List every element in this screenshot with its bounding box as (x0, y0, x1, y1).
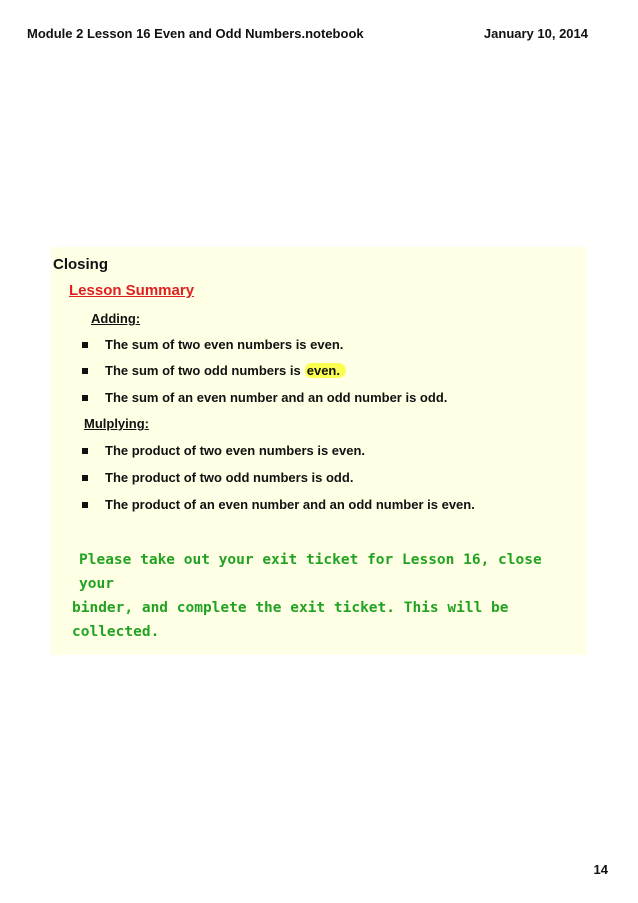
bullet-icon (82, 475, 88, 481)
list-item (82, 337, 343, 352)
bullet-icon (82, 395, 88, 401)
page-number: 14 (593, 862, 608, 877)
list-item (82, 363, 346, 378)
list-item-text: The sum of two even numbers is even. (105, 337, 344, 352)
list-item (82, 497, 475, 512)
list-item-text: The product of an even number and an odd number is even. (105, 497, 475, 512)
bullet-icon (82, 368, 88, 374)
highlighted-word: even. (305, 363, 346, 378)
list-item (82, 470, 353, 485)
multiplying-label: Mulplying: (84, 416, 149, 431)
adding-label: Adding: (91, 311, 141, 326)
bullet-icon (82, 502, 88, 508)
list-item-text: The product of two even numbers is even. (105, 443, 366, 458)
list-item (82, 443, 365, 458)
note-line-1: Please take out your exit ticket for Lesson 16, close your (79, 552, 542, 592)
bullet-icon (82, 342, 88, 348)
list-item (82, 390, 447, 405)
list-item-text: The sum of an even number and an odd number is odd. (105, 390, 448, 405)
list-item-text: The sum of two odd numbers is (105, 363, 301, 378)
list-item-text: The product of two odd numbers is odd. (105, 470, 354, 485)
document-date: January 10, 2014 (483, 26, 588, 41)
note-line-2: binder, and complete the exit ticket. This will be collected. (72, 600, 509, 640)
closing-heading: Closing (53, 256, 108, 273)
lesson-summary-heading: Lesson Summary (69, 282, 195, 299)
document-title: Module 2 Lesson 16 Even and Odd Numbers.notebook (27, 26, 364, 41)
exit-ticket-note (72, 548, 572, 644)
bullet-icon (82, 448, 88, 454)
